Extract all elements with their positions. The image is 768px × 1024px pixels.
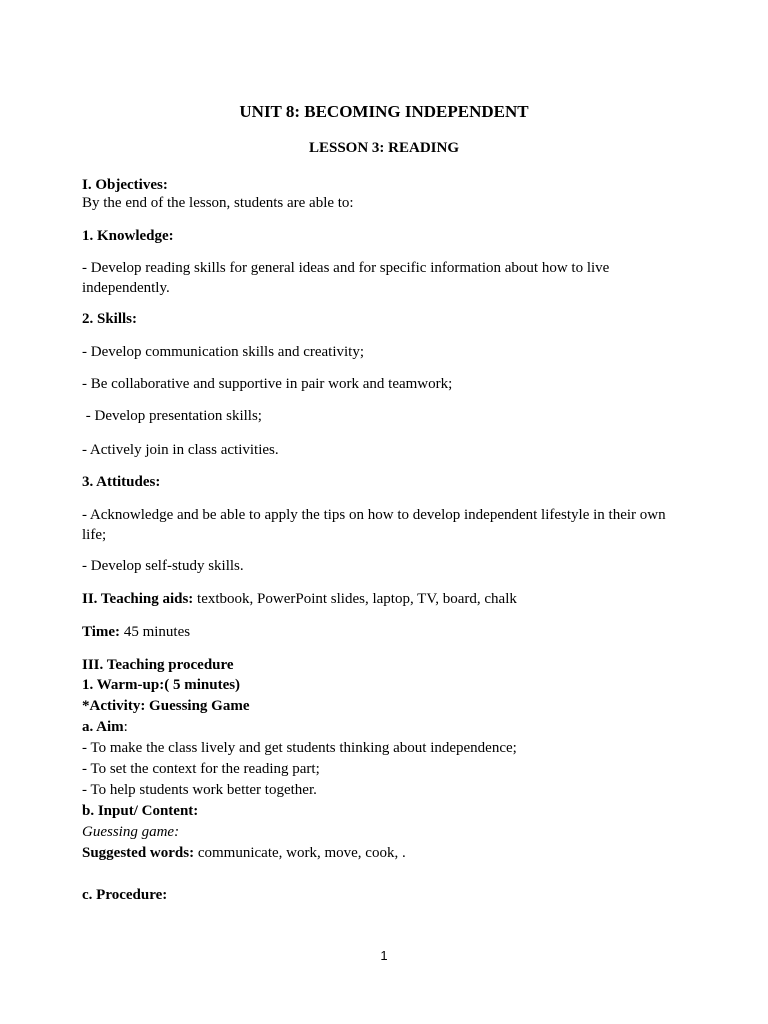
procedure-heading: III. Teaching procedure <box>82 657 234 673</box>
aim-item: - To help students work better together. <box>82 782 317 798</box>
teaching-aids-line <box>82 589 517 609</box>
suggested-words-label: Suggested words: <box>82 845 195 861</box>
attitudes-item: - Develop self-study skills. <box>82 558 244 574</box>
suggested-words-line <box>82 843 406 863</box>
skills-item: - Develop communication skills and creativity; <box>82 344 365 360</box>
teaching-aids-value: textbook, PowerPoint slides, laptop, TV, board, chalk <box>193 591 517 607</box>
aim-colon: : <box>123 719 128 735</box>
time-value: 45 minutes <box>120 624 191 640</box>
skills-item: - Be collaborative and supportive in pair work and teamwork; <box>82 376 453 392</box>
procedure-subheading: c. Procedure: <box>82 887 168 903</box>
time-label: Time: <box>82 624 121 640</box>
aim-item: - To make the class lively and get students thinking about independence; <box>82 740 517 756</box>
activity-heading: *Activity: Guessing Game <box>82 698 250 714</box>
warmup-heading: 1. Warm-up:( 5 minutes) <box>82 677 241 693</box>
time-line <box>82 622 190 642</box>
skills-heading: 2. Skills: <box>82 311 138 327</box>
document-title: UNIT 8: BECOMING INDEPENDENT <box>239 102 529 121</box>
aim-item: - To set the context for the reading part; <box>82 761 320 777</box>
objectives-heading: I. Objectives: <box>82 177 168 193</box>
aim-line <box>82 717 128 737</box>
input-text: Guessing game: <box>82 824 180 840</box>
attitudes-heading: 3. Attitudes: <box>82 474 161 490</box>
input-heading: b. Input/ Content: <box>82 803 199 819</box>
objectives-intro: By the end of the lesson, students are able to: <box>82 195 354 211</box>
suggested-words-value: communicate, work, move, cook, . <box>194 845 406 861</box>
attitudes-item: - Acknowledge and be able to apply the tips on how to develop independent lifestyle in their own life; <box>82 507 666 543</box>
lesson-subtitle: LESSON 3: READING <box>308 140 460 156</box>
skills-item: - Develop presentation skills; <box>82 408 262 424</box>
aim-label: a. Aim <box>82 719 124 735</box>
teaching-aids-label: II. Teaching aids: <box>82 591 194 607</box>
knowledge-item: - Develop reading skills for general ideas and for specific information about how to live independently. <box>82 260 610 296</box>
knowledge-heading: 1. Knowledge: <box>82 228 174 244</box>
page-number: 1 <box>380 948 388 963</box>
skills-item: - Actively join in class activities. <box>82 442 279 458</box>
